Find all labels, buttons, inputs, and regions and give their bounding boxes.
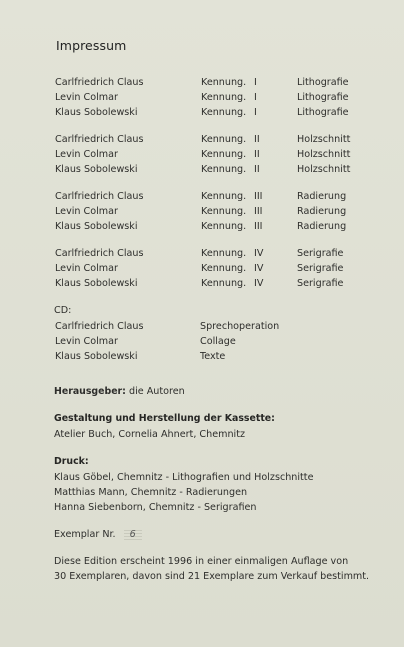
technique: Radierung bbox=[297, 206, 347, 217]
artist-name: Levin Colmar bbox=[55, 336, 118, 347]
kennung-number: II bbox=[254, 149, 260, 160]
print-line: Klaus Göbel, Chemnitz - Lithografien und Holzschnitte bbox=[54, 472, 314, 483]
kennung-number: II bbox=[254, 164, 260, 175]
list-item bbox=[0, 134, 404, 148]
artist-name: Klaus Sobolewski bbox=[55, 278, 138, 289]
artist-name: Carlfriedrich Claus bbox=[55, 321, 144, 332]
kennung-label: Kennung. bbox=[201, 221, 247, 232]
publisher-value: die Autoren bbox=[128, 386, 185, 397]
edition-line: 30 Exemplaren, davon sind 21 Exemplare zum Verkauf bestimmt. bbox=[54, 571, 370, 582]
artist-name: Levin Colmar bbox=[55, 263, 118, 274]
artist-name: Levin Colmar bbox=[55, 149, 118, 160]
artist-name: Levin Colmar bbox=[55, 206, 118, 217]
artist-name: Carlfriedrich Claus bbox=[55, 77, 144, 88]
kennung-label: Kennung. bbox=[201, 248, 247, 259]
kennung-number: III bbox=[254, 221, 263, 232]
kennung-number: IV bbox=[254, 248, 264, 259]
kennung-number: I bbox=[254, 77, 257, 88]
kennung-label: Kennung. bbox=[201, 263, 247, 274]
kennung-number: IV bbox=[254, 263, 264, 274]
print-line: Hanna Siebenborn, Chemnitz - Serigrafien bbox=[54, 502, 257, 513]
technique: Serigrafie bbox=[297, 263, 344, 274]
publisher-label: Herausgeber: bbox=[54, 386, 126, 397]
print-heading: Druck: bbox=[54, 456, 89, 467]
list-item bbox=[0, 248, 404, 262]
exemplar-number: 6 bbox=[124, 529, 142, 540]
list-item bbox=[0, 206, 404, 220]
kennung-number: IV bbox=[254, 278, 264, 289]
publisher-line bbox=[54, 386, 185, 397]
artist-name: Klaus Sobolewski bbox=[55, 221, 138, 232]
technique: Radierung bbox=[297, 191, 347, 202]
artist-name: Klaus Sobolewski bbox=[55, 164, 138, 175]
technique: Serigrafie bbox=[297, 278, 344, 289]
technique: Lithografie bbox=[297, 77, 349, 88]
print-line: Matthias Mann, Chemnitz - Radierungen bbox=[54, 487, 248, 498]
kennung-label: Kennung. bbox=[201, 278, 247, 289]
cd-role: Texte bbox=[200, 351, 226, 362]
artist-name: Carlfriedrich Claus bbox=[55, 134, 144, 145]
technique: Serigrafie bbox=[297, 248, 344, 259]
edition-line: Diese Edition erscheint 1996 in einer einmaligen Auflage von bbox=[54, 556, 349, 567]
kennung-number: II bbox=[254, 134, 260, 145]
list-item bbox=[0, 336, 404, 350]
kennung-number: III bbox=[254, 206, 263, 217]
kennung-label: Kennung. bbox=[201, 134, 247, 145]
kennung-label: Kennung. bbox=[201, 149, 247, 160]
exemplar-line bbox=[54, 529, 142, 540]
cd-role: Sprechoperation bbox=[200, 321, 280, 332]
design-heading: Gestaltung und Herstellung der Kassette: bbox=[54, 413, 275, 424]
technique: Holzschnitt bbox=[297, 164, 351, 175]
cd-heading: CD: bbox=[54, 305, 72, 316]
list-item bbox=[0, 278, 404, 292]
design-value: Atelier Buch, Cornelia Ahnert, Chemnitz bbox=[54, 429, 245, 440]
list-item bbox=[0, 164, 404, 178]
kennung-label: Kennung. bbox=[201, 164, 247, 175]
list-item bbox=[0, 191, 404, 205]
artist-name: Levin Colmar bbox=[55, 92, 118, 103]
list-item bbox=[0, 92, 404, 106]
technique: Lithografie bbox=[297, 92, 349, 103]
page-title: Impressum bbox=[56, 38, 127, 53]
technique: Lithografie bbox=[297, 107, 349, 118]
list-item bbox=[0, 263, 404, 277]
list-item bbox=[0, 221, 404, 235]
cd-role: Collage bbox=[200, 336, 236, 347]
technique: Holzschnitt bbox=[297, 134, 351, 145]
artist-name: Klaus Sobolewski bbox=[55, 351, 138, 362]
kennung-number: III bbox=[254, 191, 263, 202]
technique: Holzschnitt bbox=[297, 149, 351, 160]
kennung-label: Kennung. bbox=[201, 92, 247, 103]
artist-name: Carlfriedrich Claus bbox=[55, 248, 144, 259]
kennung-label: Kennung. bbox=[201, 77, 247, 88]
kennung-label: Kennung. bbox=[201, 107, 247, 118]
artist-name: Carlfriedrich Claus bbox=[55, 191, 144, 202]
kennung-number: I bbox=[254, 107, 257, 118]
exemplar-label: Exemplar Nr. bbox=[54, 529, 116, 540]
list-item bbox=[0, 77, 404, 91]
list-item bbox=[0, 107, 404, 121]
list-item bbox=[0, 351, 404, 365]
kennung-label: Kennung. bbox=[201, 191, 247, 202]
artist-name: Klaus Sobolewski bbox=[55, 107, 138, 118]
kennung-label: Kennung. bbox=[201, 206, 247, 217]
list-item bbox=[0, 149, 404, 163]
kennung-number: I bbox=[254, 92, 257, 103]
list-item bbox=[0, 321, 404, 335]
technique: Radierung bbox=[297, 221, 347, 232]
